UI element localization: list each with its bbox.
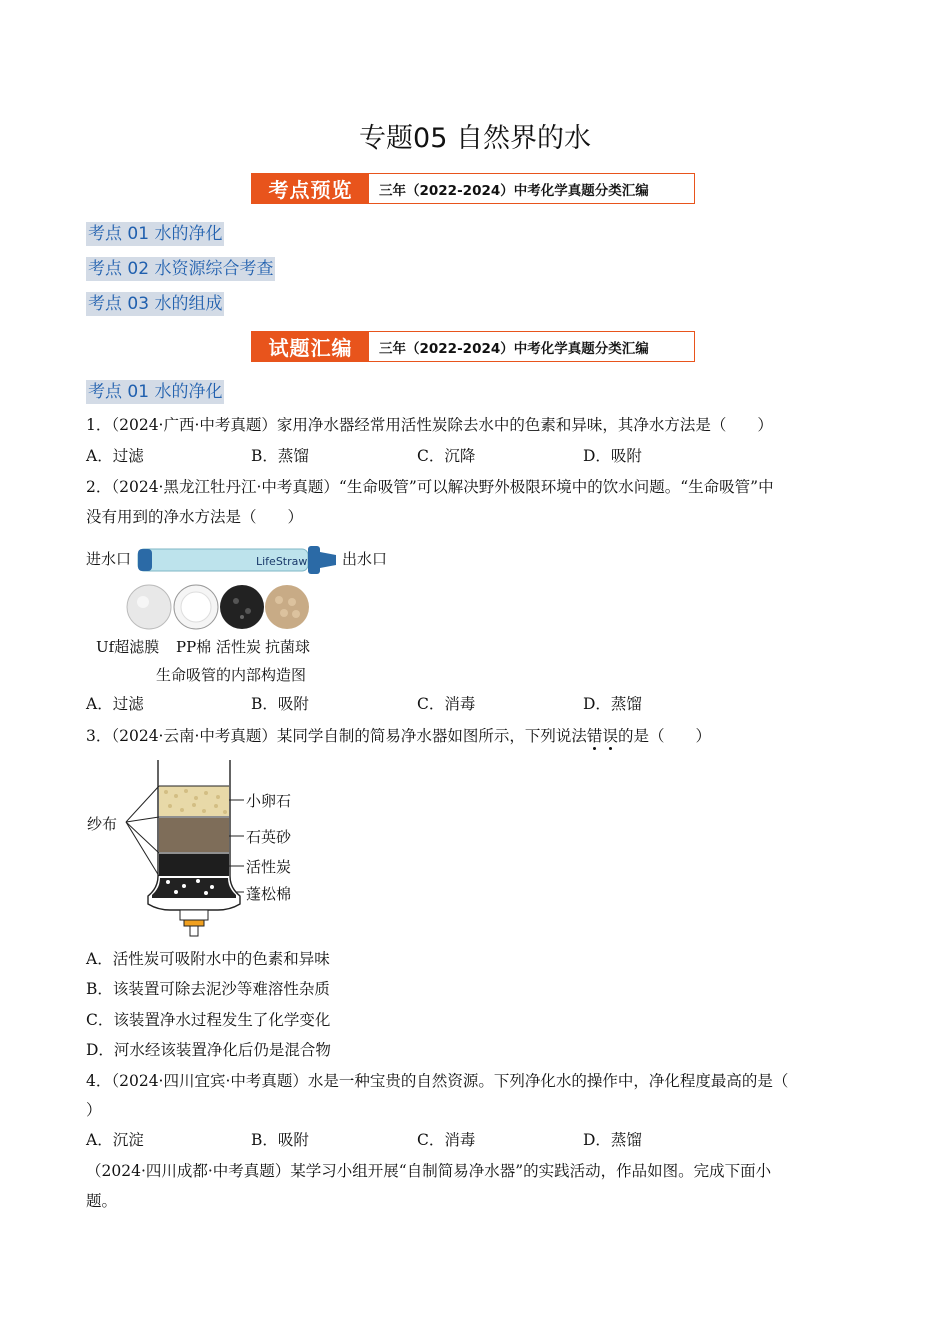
part-label-uf: Uf超滤膜	[96, 638, 160, 656]
figure-caption: 生命吸管的内部构造图	[156, 666, 307, 684]
outlet-label: 出水口	[342, 550, 388, 568]
q1-option-c: C．沉降	[417, 447, 476, 465]
page-title: 专题05 自然界的水	[359, 123, 591, 154]
q1-option-a: A．过滤	[86, 447, 144, 465]
question-1: 1．（2024·广西·中考真题）家用净水器经常用活性炭除去水中的色素和异味，其净水方法是（ ）	[86, 416, 773, 434]
part-label-carbon: 活性炭	[216, 638, 262, 656]
inlet-label: 进水口	[86, 550, 132, 568]
question-3: 3．（2024·云南·中考真题）某同学自制的简易净水器如图所示，下列说法错误的是（ ）	[86, 727, 711, 745]
banner-tag: 考点预览	[252, 174, 369, 203]
water-filter-diagram	[86, 758, 306, 938]
overview-item-3[interactable]: 考点 03 水的组成	[88, 294, 223, 314]
layer-label-cotton: 蓬松棉	[246, 885, 292, 903]
overview-item-1[interactable]: 考点 01 水的净化	[88, 224, 223, 244]
q3-option-d: D．河水经该装置净化后仍是混合物	[86, 1041, 331, 1059]
q2-option-c: C．消毒	[417, 695, 476, 713]
question-2-line-2: 没有用到的净水方法是（ ）	[86, 508, 304, 526]
filter-components-image	[126, 584, 310, 630]
emphasis-char: 错	[586, 727, 603, 745]
lifestraw-tube-image	[136, 540, 340, 580]
compilation-banner	[251, 331, 695, 362]
part-label-pp: PP棉	[176, 638, 212, 656]
q4-option-b: B．吸附	[251, 1131, 309, 1149]
preview-banner	[251, 173, 695, 204]
question-4-line-2: ）	[86, 1101, 102, 1119]
banner-tag: 试题汇编	[252, 332, 369, 361]
section-heading: 考点 01 水的净化	[88, 382, 223, 402]
brand-text: LifeStraw	[256, 555, 308, 568]
banner-subtitle: 三年（2022-2024）中考化学真题分类汇编	[379, 340, 649, 357]
q1-option-b: B．蒸馏	[251, 447, 309, 465]
q2-option-b: B．吸附	[251, 695, 309, 713]
q3-option-a: A．活性炭可吸附水中的色素和异味	[86, 950, 330, 968]
layer-label-activated-carbon: 活性炭	[246, 858, 292, 876]
emphasis-char: 误	[602, 727, 618, 745]
q3-option-c: C．该装置净水过程发生了化学变化	[86, 1011, 331, 1029]
question-4-line-1: 4．（2024·四川宜宾·中考真题）水是一种宝贵的自然资源。下列净化水的操作中，净化程度最高的是（	[86, 1072, 789, 1090]
q2-option-a: A．过滤	[86, 695, 144, 713]
q4-option-a: A．沉淀	[86, 1131, 144, 1149]
question-2-line-1: 2．（2024·黑龙江牡丹江·中考真题）“生命吸管”可以解决野外极限环境中的饮水问题。“生命吸管”中	[86, 478, 774, 496]
q3-option-b: B．该装置可除去泥沙等难溶性杂质	[86, 980, 330, 998]
layer-label-quartz-sand: 石英砂	[246, 828, 292, 846]
layer-label-pebbles: 小卵石	[246, 792, 292, 810]
banner-subtitle: 三年（2022-2024）中考化学真题分类汇编	[379, 182, 649, 199]
q4-option-c: C．消毒	[417, 1131, 476, 1149]
question-5-line-1: （2024·四川成都·中考真题）某学习小组开展“自制简易净水器”的实践活动，作品如图。完成下面小	[86, 1162, 772, 1180]
part-label-antibacterial: 抗菌球	[265, 638, 311, 656]
q1-option-d: D．吸附	[583, 447, 642, 465]
question-5-line-2: 题。	[86, 1192, 118, 1210]
overview-item-2[interactable]: 考点 02 水资源综合考查	[88, 259, 274, 279]
q2-option-d: D．蒸馏	[583, 695, 642, 713]
q4-option-d: D．蒸馏	[583, 1131, 642, 1149]
cloth-label: 纱布	[87, 815, 118, 833]
